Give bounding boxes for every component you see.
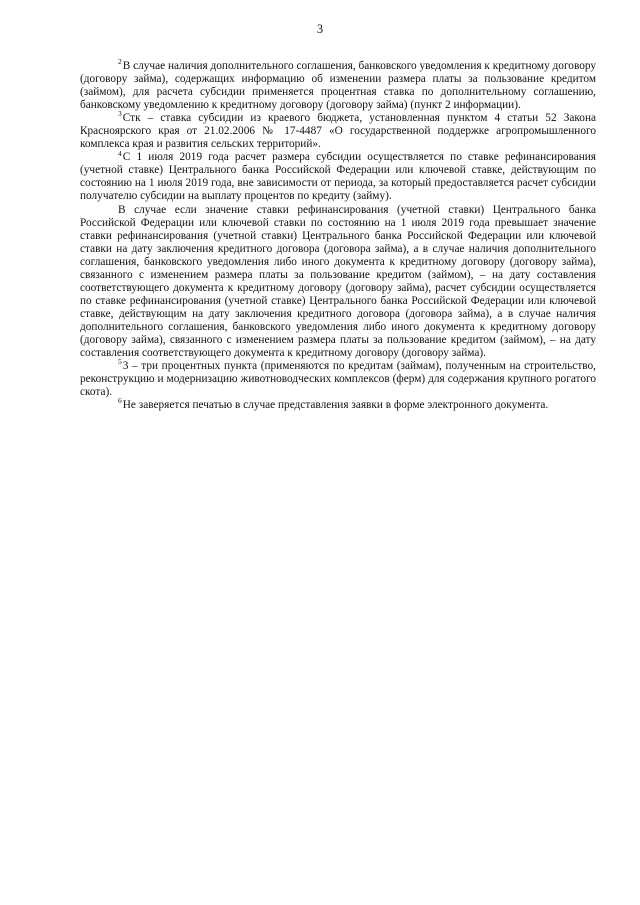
footnote-mark: 5 (118, 357, 122, 367)
footnote-text: В случае наличия дополнительного соглашения, банковского уведомления к кредитному договору (договору займа), содержащих информацию об изменении размера платы за пользование кредитом (займом), для расчета субсидии применяется процентная ставка по дополнительному соглашению, банковскому уведомлению к кредитному договору (договору займа) (пункт 2 информации). (80, 60, 596, 112)
footnote-6 (80, 396, 596, 412)
footnote-5 (80, 357, 596, 399)
footnote-4 (80, 148, 596, 203)
footnote-4-continuation (80, 204, 596, 361)
footnote-text: 3 – три процентных пункта (применяются по кредитам (займам), полученным на строительство, реконструкцию и модернизацию животноводческих комплексов (ферм) для содержания крупного рогатого скота). (80, 360, 596, 399)
footnote-text: С 1 июля 2019 года расчет размера субсидии осуществляется по ставке рефинансирования (учетной ставке) Центрального банка Российской Федерации или ключевой ставке, действующим по состоянию на 1 июля 2019 года, вне зависимости от периода, за который предоставляется расчет субсидии получателю субсидии на выплату процентов по кредиту (займу). (80, 151, 596, 203)
page-number: 3 (316, 22, 324, 36)
footnote-mark: 6 (118, 396, 122, 406)
footnote-mark: 2 (118, 57, 122, 67)
footnote-mark: 4 (118, 148, 122, 158)
footnotes-section (80, 57, 596, 412)
footnote-text: Стк – ставка субсидии из краевого бюджета, установленная пунктом 4 статьи 52 Закона Красноярского края от 21.02.2006 № 17-4487 «О государственной поддержке агропромышленного комплекса края и развития сельских территорий». (80, 112, 596, 151)
footnote-2 (80, 57, 596, 112)
footnote-text: Не заверяется печатью в случае представления заявки в форме электронного документа. (122, 399, 549, 412)
footnote-3 (80, 109, 596, 151)
footnote-text: В случае если значение ставки рефинансирования (учетной ставки) Центрального банка Российской Федерации или ключевой ставки по состоянию на 1 июля 2019 года превышает значение ставки рефинансирования (учетной ставки) Центрального банка Российской Федерации или ключевой ставки на дату заключения кредитного договора (договора займа), а в случае наличия дополнительного соглашения, банковского уведомления либо иного документа к кредитному договору (договору займа), связанного с изменением размера платы за пользование кредитом (займом), – на дату составления соответствующего документа к кредитному договору (договору займа), расчет субсидии осуществляется по ставке рефинансирования (учетной ставке) Центрального банка Российской Федерации или ключевой ставке, действующим на дату заключения кредитного договора (договора займа), а в случае наличия дополнительного соглашения, банковского уведомления либо иного документа к кредитному договору (договору займа), связанного с изменением размера платы за пользование кредитом (займом), – на дату составления соответствующего документа к кредитному договору (договору займа). (80, 203, 596, 360)
footnote-mark: 3 (118, 109, 122, 119)
